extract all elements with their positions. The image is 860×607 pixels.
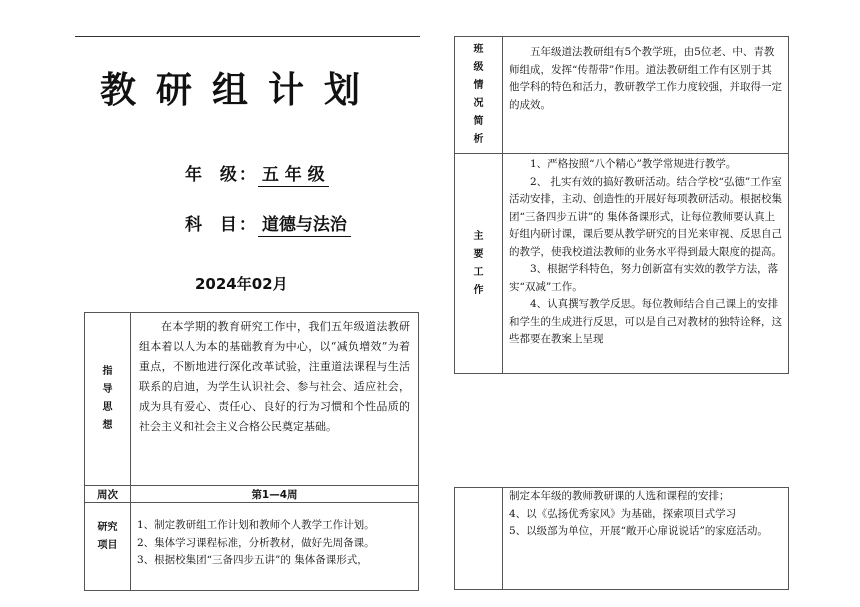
top-rule: [75, 36, 420, 37]
continued-item: 制定本年级的教师教研课的人选和课程的安排；: [509, 490, 730, 502]
guiding-text-cell: [131, 313, 419, 486]
grade-row: [185, 160, 329, 185]
continued-item: 5、以级部为单位，开展“敞开心扉说说话”的家庭活动。: [509, 525, 768, 537]
main-work-item: 1、严格按照“八个精心”教学常规进行教学。: [530, 158, 737, 170]
continued-item: 4、以《弘扬优秀家风》为基础，探索项目式学习: [509, 507, 737, 520]
week-header: 周次: [85, 486, 131, 503]
guiding-label: 指 导 思 想: [85, 313, 131, 486]
guiding-text: 在本学期的教育研究工作中，我们五年级道法教研组本着以人为本的基础教育为中心，以“减负增效”为着重点，不断地进行深化改革试验，注重道法课程与生活联系的启迪，为学生认识社会、参与社会、适应社会，成为具有爱心、责任心、良好的行为习惯和个性品质的社会主义和社会主义合格公民奠定基础。: [139, 320, 410, 433]
page-title: 教研组计划: [100, 70, 381, 111]
project-item: 2、集体学习课程标准，分析教材，做好先周备课。: [137, 536, 375, 549]
grade-label: 年 级：: [185, 165, 258, 185]
main-work-cell: [503, 154, 789, 374]
continued-blank-cell: [455, 488, 503, 590]
project-items-cell: [131, 503, 419, 591]
subject-label: 科 目：: [185, 215, 258, 235]
subject-value: 道德与法治: [258, 215, 351, 237]
week-value: 第1—4周: [131, 486, 419, 503]
plan-date: 2024年02月: [195, 275, 288, 293]
guiding-table: [84, 312, 419, 486]
main-work-item: 2、 扎实有效的搞好教研活动。结合学校“弘德”工作室活动安排，主动、创造性的开展好每项教研活动。根据校集团“三备四步五讲”的 集体备课形式，让每位教师要认真上好组内研讨课，课后要从教学研究的目光来审视、反思自己的教学，使我校道法教师的业务水平得到最大限度的提高。: [509, 175, 782, 258]
continued-table: [454, 487, 789, 590]
grade-value: 五 年 级: [258, 165, 329, 187]
main-work-item: 4、认真撰写教学反思。每位教师结合自己课上的安排和学生的生成进行反思，可以是自己对教材的独特诠释，这些都要在教案上呈现: [509, 298, 782, 345]
project-item: 1、制定教研组工作计划和教师个人教学工作计划。: [137, 519, 375, 531]
right-table: [454, 36, 789, 374]
class-info-label: 班 级 情 况 简 析: [455, 37, 503, 154]
subject-row: [185, 210, 351, 235]
schedule-table: [84, 485, 419, 591]
class-info-text: 五年级道法教研组有5个教学班，由5位老、中、青教师组成，发挥“传帮带”作用。道法教研组工作有区别于其他学科的特色和活力，教研教学工作力度较强，并取得一定的成效。: [509, 46, 782, 111]
project-item: 3、根据校集团“三备四步五讲”的 集体备课形式，: [137, 554, 368, 566]
class-info-cell: [503, 37, 789, 154]
project-label: 研究 项目: [85, 503, 131, 591]
main-work-label: 主 要 工 作: [455, 154, 503, 374]
main-work-item: 3、根据学科特色，努力创新富有实效的教学方法，落实“双减”工作。: [509, 263, 779, 293]
continued-items-cell: [503, 488, 789, 590]
